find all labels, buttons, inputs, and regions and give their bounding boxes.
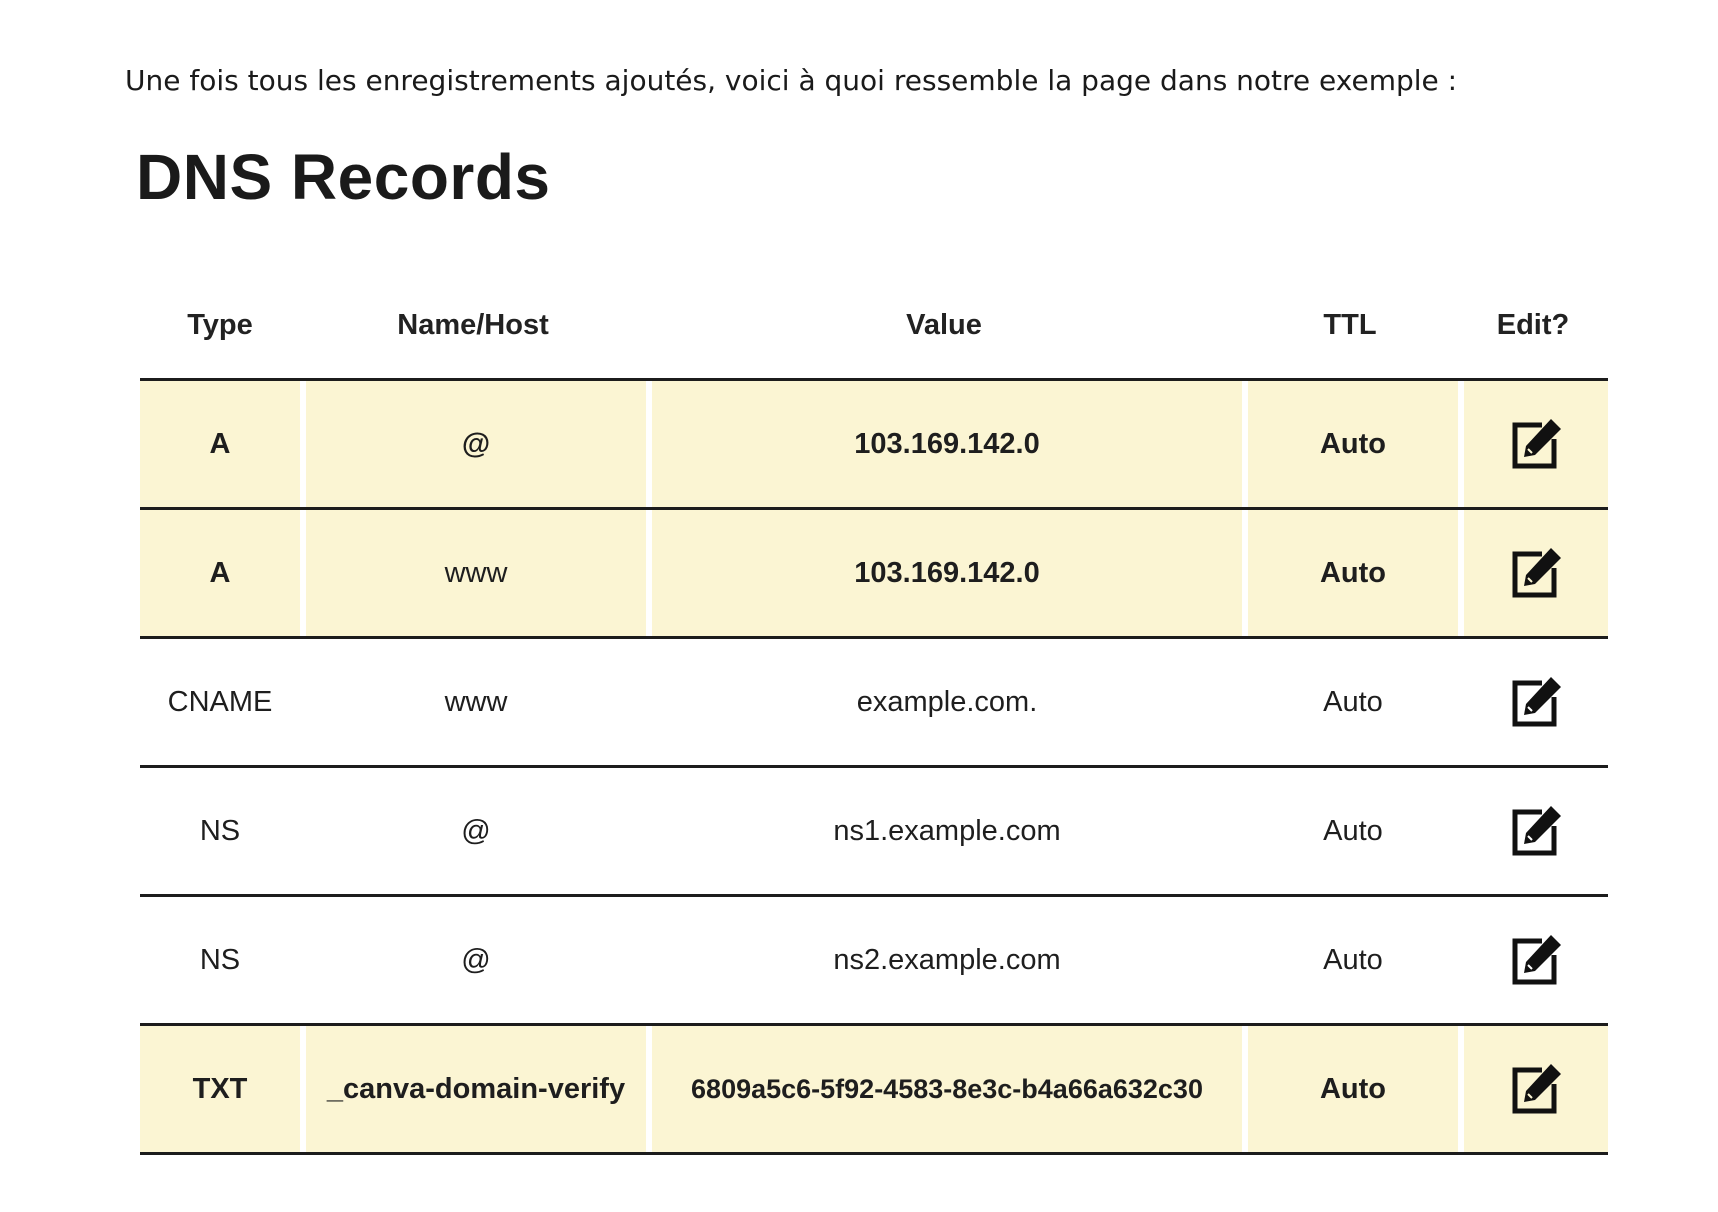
record-name: www	[300, 510, 646, 636]
record-type: TXT	[192, 1072, 248, 1105]
page-title: DNS Records	[136, 141, 551, 213]
edit-button[interactable]	[1458, 1026, 1608, 1152]
edit-icon[interactable]	[1508, 803, 1564, 859]
record-ttl: Auto	[1242, 381, 1458, 507]
table-row	[140, 894, 1608, 1023]
record-name: @	[461, 943, 491, 976]
edit-icon[interactable]	[1508, 416, 1564, 472]
column-header-value: Value	[906, 308, 982, 341]
table-header	[140, 272, 1608, 378]
record-type: NS	[199, 943, 241, 976]
record-ttl: Auto	[1323, 685, 1383, 718]
column-header-name-host: Name/Host	[397, 308, 549, 341]
column-header-edit: Edit?	[1496, 308, 1570, 341]
column-header-ttl: TTL	[1323, 308, 1377, 341]
record-value: ns1.example.com	[833, 814, 1061, 847]
table-row	[140, 765, 1608, 894]
record-type: A	[209, 427, 231, 460]
edit-button[interactable]	[1458, 510, 1608, 636]
record-type: A	[209, 556, 231, 589]
edit-icon[interactable]	[1508, 674, 1564, 730]
record-type: NS	[199, 814, 241, 847]
record-ttl: Auto	[1242, 510, 1458, 636]
record-name: @	[461, 814, 491, 847]
record-ttl: Auto	[1323, 814, 1383, 847]
record-name: www	[444, 685, 508, 718]
record-value: 103.169.142.0	[646, 381, 1242, 507]
edit-icon[interactable]	[1508, 932, 1564, 988]
table-row	[140, 636, 1608, 765]
edit-button[interactable]	[1458, 639, 1608, 765]
edit-button[interactable]	[1458, 897, 1608, 1023]
intro-text: Une fois tous les enregistrements ajoutés, voici à quoi ressemble la page dans notre exemple :	[125, 64, 1458, 97]
record-name: @	[300, 381, 646, 507]
record-ttl: Auto	[1323, 943, 1383, 976]
record-type: CNAME	[167, 685, 273, 718]
dns-records-table	[140, 272, 1608, 1155]
edit-icon[interactable]	[1508, 545, 1564, 601]
record-value: example.com.	[856, 685, 1038, 718]
record-value: 6809a5c6-5f92-4583-8e3c-b4a66a632c30	[646, 1026, 1242, 1152]
record-value: 103.169.142.0	[646, 510, 1242, 636]
table-row	[140, 378, 1608, 507]
record-value: ns2.example.com	[833, 943, 1061, 976]
record-name: _canva-domain-verify	[300, 1026, 646, 1152]
edit-button[interactable]	[1458, 768, 1608, 894]
edit-icon[interactable]	[1508, 1061, 1564, 1117]
table-row	[140, 1023, 1608, 1155]
table-row	[140, 507, 1608, 636]
edit-button[interactable]	[1458, 381, 1608, 507]
column-header-type: Type	[187, 308, 253, 341]
record-ttl: Auto	[1242, 1026, 1458, 1152]
